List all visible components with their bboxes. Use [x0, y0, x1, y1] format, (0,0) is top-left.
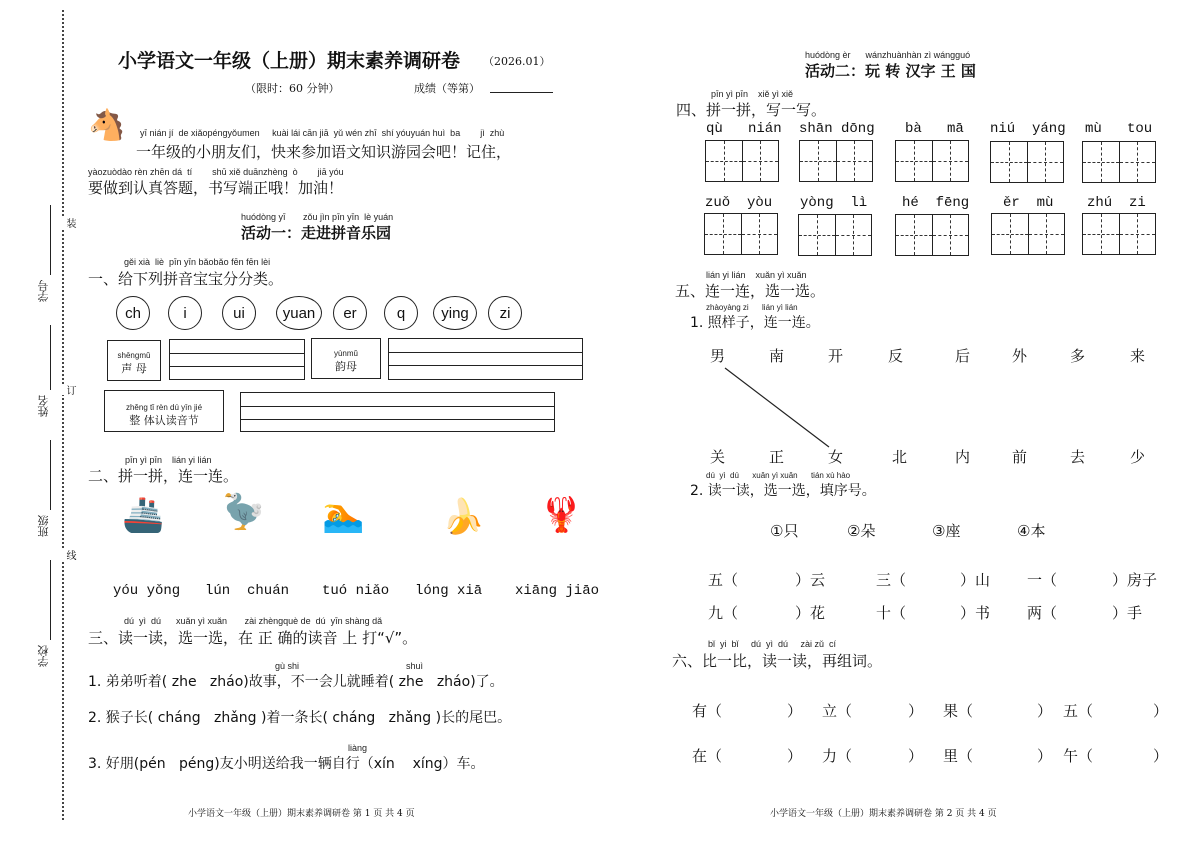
q1-title: 一、给下列拼音宝宝分分类。	[88, 270, 284, 288]
sub2-title: 2. 读一读，选一选，填序号。	[690, 483, 876, 499]
q3-title: 三、读一读，选一选，在 正 确的读音 上 打“√”。	[88, 629, 418, 647]
match-char-bottom[interactable]: 正	[769, 448, 785, 466]
fill-suffix: ）山	[960, 571, 991, 589]
match-char-bottom[interactable]: 北	[892, 448, 908, 466]
word-suffix: ）	[1037, 747, 1053, 765]
exam-title: 小学语文一年级（上册）期末素养调研卷	[118, 50, 461, 72]
word-suffix: ）	[1153, 702, 1169, 720]
page-footer: 小学语文一年级（上册）期末素养调研卷 第 1 页 共 4 页	[188, 809, 415, 819]
activity1-title: 活动一：走进拼音乐园	[241, 224, 392, 242]
school-label: 学校	[37, 645, 50, 667]
student-id-label: 学号	[37, 280, 50, 302]
pinyin-prompt: mù tou	[1085, 121, 1153, 137]
pinyin-word: lún chuán	[205, 583, 290, 599]
match-char-bottom[interactable]: 少	[1130, 448, 1146, 466]
intro-pinyin: yàozuòdào rèn zhēn dá tí shū xiě duānzhèng ò jiā yóu	[88, 167, 344, 177]
word-suffix: ）	[908, 747, 924, 765]
syllable-circle: yuan	[276, 296, 322, 330]
word-suffix: ）	[787, 747, 803, 765]
fill-prefix: 五（	[708, 571, 739, 589]
word-prefix: 力（	[822, 747, 853, 765]
q4-pinyin: pīn yì pīn xiě yì xiě	[711, 89, 794, 99]
pinyin-word: xiāng jiāo	[515, 583, 600, 599]
pinyin-prompt: hé fēng	[902, 195, 970, 211]
word-suffix: ）	[908, 702, 924, 720]
fill-prefix: 两（	[1027, 604, 1058, 622]
word-suffix: ）	[787, 702, 803, 720]
word-suffix: ）	[1037, 702, 1053, 720]
option: ③座	[932, 522, 961, 540]
match-char-bottom[interactable]: 前	[1012, 448, 1028, 466]
q3-item[interactable]: 2. 猴子长( cháng zhǎng )着一条长( cháng zhǎng )长的尾巴。	[88, 710, 512, 726]
option: ②朵	[847, 522, 876, 540]
binding-mark: 装	[64, 218, 75, 228]
q3-pinyin: dú yì dú xuǎn yì xuǎn zài zhèngquè de dú yīn shàng dǎ	[124, 616, 383, 626]
annotation-pinyin: liàng	[348, 743, 368, 753]
match-char-top[interactable]: 开	[828, 347, 844, 365]
q4-title: 四、拼一拼，写一写。	[676, 101, 827, 119]
fill-suffix: ）书	[960, 604, 991, 622]
q3-item[interactable]: 3. 好朋(pén péng)友小明送给我一辆自行（xín xíng）车。	[88, 756, 485, 772]
word-suffix: ）	[1153, 747, 1169, 765]
match-char-top[interactable]: 反	[888, 347, 904, 365]
category-pinyin: zhěng tǐ rèn dú yīn jié	[125, 403, 203, 412]
pinyin-word: yóu yǒng	[113, 583, 181, 599]
fill-suffix: ）云	[795, 571, 826, 589]
lobster-icon: 🦞	[540, 495, 583, 535]
pinyin-word: tuó niǎo	[322, 583, 390, 599]
word-prefix: 有（	[692, 702, 723, 720]
syllable-circle: ying	[433, 296, 477, 330]
syllable-circle: zi	[488, 296, 522, 330]
syllable-circle: er	[333, 296, 367, 330]
activity1-pinyin: huódòng yī zǒu jìn pīn yīn lè yuán	[241, 212, 394, 222]
option: ①只	[770, 522, 799, 540]
exam-date: （2026.01）	[483, 55, 551, 68]
activity2-pinyin: huódòng èr wánzhuànhàn zì wángguó	[805, 50, 971, 60]
word-prefix: 五（	[1063, 702, 1094, 720]
q5-title: 五、连一连，选一选。	[675, 282, 826, 300]
syllable-circle: q	[384, 296, 418, 330]
pinyin-prompt: zhú zi	[1087, 195, 1146, 211]
q2-pinyin: pīn yì pīn lián yi lián	[125, 455, 212, 465]
pinyin-word: lóng xiā	[415, 583, 483, 599]
binding-mark: 订	[64, 385, 75, 395]
annotation-pinyin: shuì	[406, 661, 424, 671]
syllable-circle: i	[168, 296, 202, 330]
match-char-bottom[interactable]: 女	[828, 448, 844, 466]
word-prefix: 果（	[943, 702, 974, 720]
option: ④本	[1017, 522, 1046, 540]
syllable-circle: ch	[116, 296, 150, 330]
annotation-pinyin: gù shi	[275, 661, 300, 671]
word-prefix: 里（	[943, 747, 974, 765]
fill-suffix: ）手	[1112, 604, 1143, 622]
time-limit: （限时：60 分钟）	[245, 82, 340, 95]
q2-title: 二、拼一拼，连一连。	[88, 467, 239, 485]
match-char-top[interactable]: 后	[955, 347, 971, 365]
match-char-top[interactable]: 外	[1012, 347, 1028, 365]
word-prefix: 立（	[822, 702, 853, 720]
q3-item[interactable]: 1. 弟弟听着( zhe zháo)故事，不一会儿就睡着( zhe zháo)了。	[88, 674, 504, 690]
sub2-pinyin: dú yì dú xuǎn yì xuǎn tián xù hào	[706, 471, 851, 480]
fill-suffix: ）花	[795, 604, 826, 622]
category-pinyin: yùnmǔ	[333, 349, 358, 358]
category-label: 声 母	[121, 362, 147, 375]
match-char-bottom[interactable]: 去	[1070, 448, 1086, 466]
intro-text: 要做到认真答题，书写端正哦！加油！	[88, 179, 344, 197]
pinyin-prompt: yòng lì	[800, 195, 868, 211]
match-char-bottom[interactable]: 关	[710, 448, 726, 466]
q5-pinyin: lián yi lián xuǎn yì xuǎn	[706, 270, 807, 280]
word-prefix: 午（	[1063, 747, 1094, 765]
syllable-circle: ui	[222, 296, 256, 330]
match-char-top[interactable]: 来	[1130, 347, 1146, 365]
swimming-icon: 🏊	[322, 495, 365, 535]
q6-pinyin: bǐ yi bǐ dú yì dú zài zǔ cí	[708, 639, 837, 649]
pinyin-prompt: ěr mù	[1003, 195, 1054, 211]
match-char-bottom[interactable]: 内	[955, 448, 971, 466]
pinyin-prompt: zuǒ yòu	[705, 195, 773, 211]
match-char-top[interactable]: 男	[710, 347, 726, 365]
sub1-title: 1. 照样子，连一连。	[690, 315, 820, 331]
fill-prefix: 九（	[708, 604, 739, 622]
fill-prefix: 一（	[1027, 571, 1058, 589]
match-char-top[interactable]: 多	[1070, 347, 1086, 365]
grade-label: 成绩（等第）	[414, 82, 480, 95]
fill-suffix: ）房子	[1112, 571, 1158, 589]
page-footer: 小学语文一年级（上册）期末素养调研卷 第 2 页 共 4 页	[770, 809, 997, 819]
ship-icon: 🚢	[122, 495, 165, 535]
intro-text: 一年级的小朋友们，快来参加语文知识游园会吧！记住，	[136, 143, 512, 161]
q6-title: 六、比一比，读一读，再组词。	[672, 652, 883, 670]
pinyin-prompt: niú yáng	[990, 121, 1066, 137]
match-char-top[interactable]: 南	[769, 347, 785, 365]
word-prefix: 在（	[692, 747, 723, 765]
intro-pinyin: yī nián jí de xiǎopéngyǒumen kuài lái cān jiā yǔ wén zhī shí yóuyuán huì ba jì zhù	[140, 128, 505, 138]
class-label: 班级	[37, 515, 50, 537]
sub1-pinyin: zhàoyàng zi lián yì lián	[706, 303, 798, 312]
category-pinyin: shēngmǔ	[117, 351, 151, 360]
pinyin-prompt: bà mā	[905, 121, 964, 137]
fill-prefix: 十（	[876, 604, 907, 622]
name-label: 姓名	[37, 395, 50, 417]
binding-mark: 线	[64, 550, 75, 560]
pinyin-prompt: qù nián	[706, 121, 782, 137]
q1-pinyin: gěi xià liè pīn yīn bǎobǎo fēn fēn lèi	[124, 257, 271, 267]
banana-icon: 🍌	[442, 497, 485, 537]
pinyin-prompt: shān dōng	[799, 121, 875, 137]
pony-icon: 🐴	[88, 108, 126, 143]
ostrich-icon: 🦤	[222, 492, 265, 532]
fill-prefix: 三（	[876, 571, 907, 589]
category-label: 韵母	[335, 360, 357, 373]
category-label: 整 体认读音节	[129, 414, 199, 427]
activity2-title: 活动二：玩 转 汉字 王 国	[805, 62, 976, 80]
